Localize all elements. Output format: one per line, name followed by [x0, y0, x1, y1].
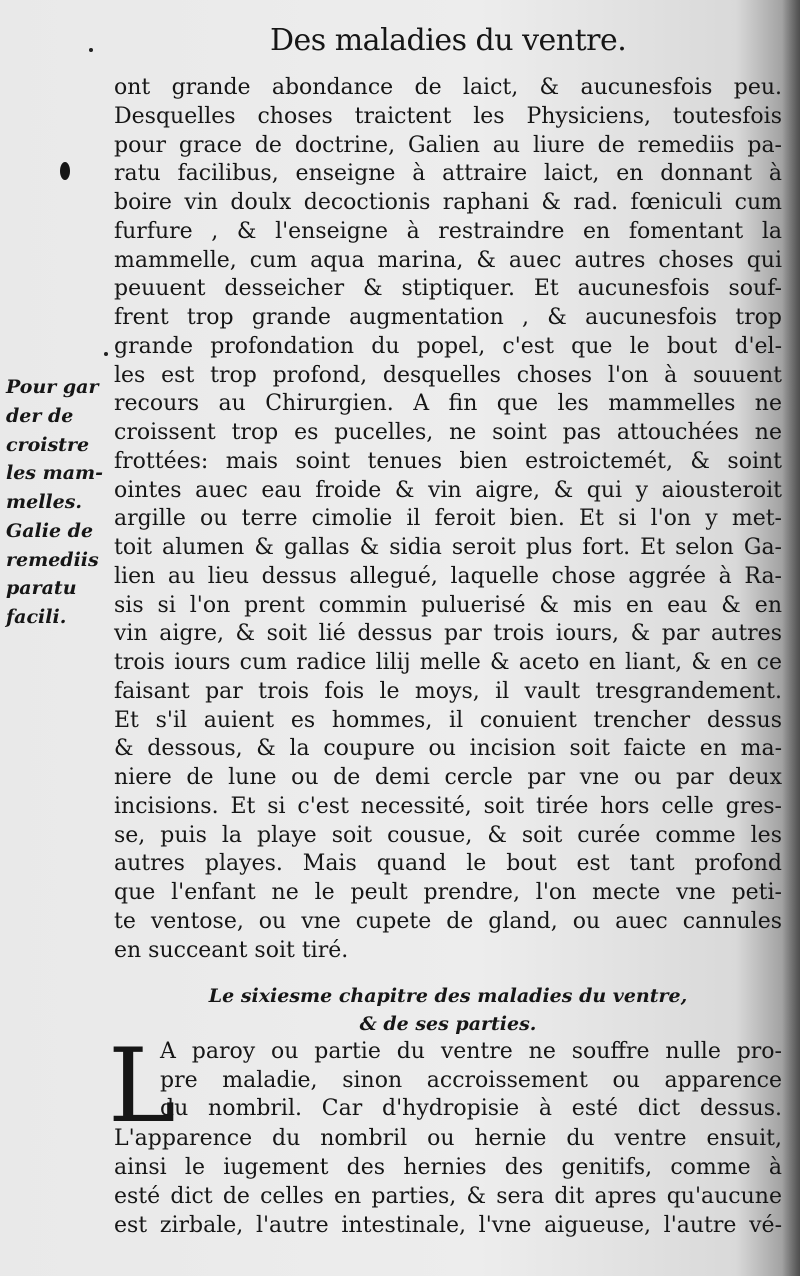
- text-line: ratu facilibus, enseigne à attraire laict, en donnant à: [114, 161, 782, 187]
- text-line: furfure , & l'enseigne à restraindre en fomentant la: [114, 218, 782, 244]
- margin-note-line: Pour gar: [6, 376, 99, 398]
- text-line: mammelle, cum aqua marina, & auec autres choses qui: [114, 247, 782, 273]
- text-line: croissent trop es pucelles, ne soint pas attouchées ne: [114, 420, 782, 445]
- text-line: pre maladie, sinon accroissement ou apparence: [160, 1067, 782, 1093]
- text-line: en succeant soit tiré.: [114, 937, 349, 963]
- margin-note: [6, 373, 114, 632]
- chapter-heading: [114, 982, 782, 1038]
- text-line: L'apparence du nombril ou hernie du ventre ensuit,: [114, 1126, 782, 1151]
- chapter-text-indented: [160, 1038, 782, 1124]
- text-line: toit alumen & gallas & sidia seroit plus fort. Et selon Ga-: [114, 535, 782, 560]
- text-line: sis si l'on prent commin puluerisé & mis en eau & en: [114, 592, 782, 618]
- text-line: frottées: mais soint tenues bien estroictemét, & soint: [114, 448, 782, 474]
- text-line: pour grace de doctrine, Galien au liure de remediis pa-: [114, 132, 782, 158]
- margin-note-line: les mam-: [6, 462, 104, 485]
- speck-mark: [104, 352, 108, 356]
- text-line: ainsi le iugement des hernies des genitifs, comme à: [114, 1155, 782, 1180]
- text-line: peuuent desseicher & stiptiquer. Et aucunesfois souf-: [114, 276, 782, 302]
- margin-note-line: Galie de: [6, 519, 94, 542]
- margin-note-line: remediis: [6, 548, 99, 571]
- chapter-heading-line: Le sixiesme chapitre des maladies du ventre,: [208, 985, 688, 1007]
- text-line: argille ou terre cimolie il feroit bien. Et si l'on y met-: [114, 506, 782, 532]
- chapter-text: [114, 1124, 782, 1240]
- margin-note-line: facili.: [6, 606, 67, 628]
- text-line: & dessous, & la coupure ou incision soit faicte en ma-: [114, 736, 782, 762]
- margin-bullet-mark: [60, 162, 70, 180]
- text-line: Desquelles choses traictent les Physiciens, toutesfois: [114, 103, 782, 129]
- text-line: frent trop grande augmentation , & aucunesfois trop: [114, 305, 782, 330]
- margin-note-line: croistre: [6, 433, 90, 456]
- text-line: niere de lune ou de demi cercle par vne ou par deux: [114, 765, 782, 790]
- running-header: Des maladies du ventre.: [270, 23, 627, 58]
- main-text-block: [114, 74, 782, 965]
- text-line: grande profondation du popel, c'est que le bout d'el-: [114, 333, 782, 359]
- text-line: Et s'il auient es hommes, il conuient trencher dessus: [114, 707, 782, 733]
- drop-cap: L: [108, 1027, 176, 1146]
- text-line: ont grande abondance de laict, & aucunesfois peu.: [114, 75, 782, 100]
- text-line: incisions. Et si c'est necessité, soit tirée hors celle gres-: [114, 793, 782, 819]
- text-line: faisant par trois fois le moys, il vault tresgrandement.: [114, 678, 782, 704]
- text-line: se, puis la playe soit cousue, & soit curée comme les: [114, 822, 782, 848]
- text-line: trois iours cum radice lilij melle & aceto en liant, & en ce: [114, 650, 782, 675]
- text-line: recours au Chirurgien. A fin que les mammelles ne: [114, 391, 782, 417]
- text-line: te ventose, ou vne cupete de gland, ou auec cannules: [114, 908, 782, 934]
- text-line: A paroy ou partie du ventre ne souffre nulle pro-: [160, 1039, 782, 1064]
- text-line: est zirbale, l'autre intestinale, l'vne aigueuse, l'autre vé-: [114, 1213, 782, 1238]
- text-line: autres playes. Mais quand le bout est tant profond: [114, 851, 782, 877]
- text-line: du nombril. Car d'hydropisie à esté dict dessus.: [160, 1096, 782, 1122]
- text-line: que l'enfant ne le peult prendre, l'on mecte vne peti-: [114, 880, 782, 905]
- text-line: esté dict de celles en parties, & sera dit apres qu'aucune: [114, 1184, 782, 1209]
- margin-note-line: der de: [6, 404, 74, 427]
- margin-note-line: melles.: [6, 491, 83, 513]
- text-line: boire vin doulx decoctionis raphani & rad. fœniculi cum: [114, 190, 782, 215]
- page-gutter-shadow: [782, 0, 800, 1276]
- text-line: les est trop profond, desquelles choses l'on à souuent: [114, 362, 782, 388]
- text-line: ointes auec eau froide & vin aigre, & qui y aiousteroit: [114, 477, 782, 503]
- text-line: lien au lieu dessus allegué, laquelle chose aggrée à Ra-: [114, 563, 782, 589]
- text-line: vin aigre, & soit lié dessus par trois iours, & par autres: [114, 621, 782, 647]
- chapter-heading-line: & de ses parties.: [359, 1013, 537, 1035]
- margin-note-line: paratu: [6, 577, 77, 600]
- speck-mark: [89, 48, 93, 52]
